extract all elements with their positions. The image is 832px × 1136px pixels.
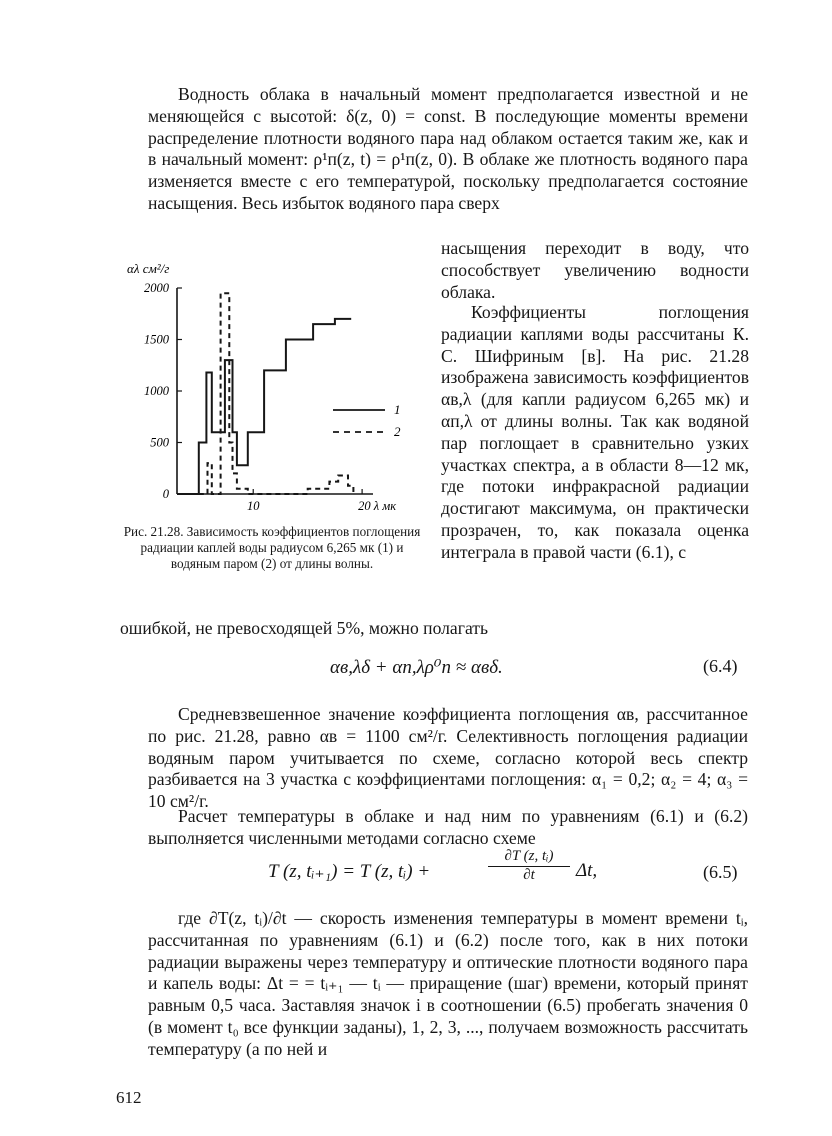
equation-6-4-number: (6.4) bbox=[703, 656, 738, 676]
paragraph-intro-tail: насыщения переходит в воду, что способствует увеличению водности облака. bbox=[441, 238, 749, 302]
fraction-numerator: ∂T (z, tᵢ) bbox=[488, 848, 570, 867]
x-axis-end-label: 20 λ мк bbox=[358, 499, 397, 513]
series-1-line bbox=[177, 319, 351, 494]
paragraph-coefficients: Коэффициенты поглощения радиации каплями воды рассчитаны К. С. Шифриным [в]. На рис. 21.28 изображена зависимость коэффициентов αв,λ (для капли радиусом 6,265 мк) и αп,λ от длины волны. Так как водяной пар поглощает в сравнительно узких участках спектра, а в области 8—12 мк, где потоки инфракрасной радиации достигают максимума, он практически прозрачен, то, как показала оценка интеграла в правой части (6.1), с bbox=[441, 302, 749, 562]
y-tick-label: 500 bbox=[150, 435, 169, 450]
equation-6-5-fraction bbox=[488, 848, 570, 884]
paragraph-weighted: Средневзвешенное значение коэффициента поглощения αв, рассчитанное по рис. 21.28, равно αв = 1100 см²/г. Селективность поглощения радиации водяным паром учитывается по схеме, согласно которой весь спектр разбивается на 3 участка с коэффициентами поглощения: α₁ = 0,2; α₂ = 4; α₃ = 10 см²/г. bbox=[148, 704, 748, 812]
absorption-figure bbox=[115, 258, 425, 518]
fraction-denominator: ∂t bbox=[523, 867, 535, 883]
paragraph-coefficients-end: ошибкой, не превосходящей 5%, можно полагать bbox=[120, 618, 489, 638]
paragraph-calculation: Расчет температуры в облаке и над ним по уравнениям (6.1) и (6.2) выполняется численными методами согласно схеме bbox=[148, 806, 748, 848]
paragraph-intro: Водность облака в начальный момент предполагается известной и не меняющейся с высотой: δ(z, 0) = const. В последующие моменты времени распределение плотности водяного пара над облаком остается таким же, как и в начальный момент: ρ¹п(z, t) = ρ¹п(z, 0). В облаке же плотность водяного пара изменяется вместе с его температурой, поскольку предполагается состояние насыщения. Весь избыток водяного пара сверх bbox=[148, 84, 748, 213]
x-tick-label: 10 bbox=[246, 499, 260, 513]
legend-label-2: 2 bbox=[394, 424, 401, 439]
legend-label-1: 1 bbox=[394, 402, 401, 417]
equation-6-5-rhs: Δt, bbox=[576, 860, 598, 881]
equation-6-4: αв,λδ + αп,λρ⁰п ≈ αвδ. bbox=[330, 657, 503, 678]
y-tick-label: 0 bbox=[162, 487, 169, 501]
y-axis-label: αλ см²/г bbox=[127, 261, 170, 276]
y-tick-label: 1500 bbox=[144, 332, 169, 347]
equation-6-5-lhs: T (z, tᵢ₊₁) = T (z, tᵢ) + bbox=[268, 861, 431, 882]
y-tick-label: 1000 bbox=[144, 384, 169, 398]
equation-6-5-number: (6.5) bbox=[703, 862, 738, 882]
figure-caption: Рис. 21.28. Зависимость коэффициентов поглощения радиации каплей воды радиусом 6,265 мк (1) и водяным паром (2) от длины волны. bbox=[123, 524, 421, 571]
paragraph-explanation: где ∂T(z, tᵢ)/∂t — скорость изменения температуры в момент времени tᵢ, рассчитанная по уравнениям (6.1) и (6.2) после того, как в них потоки радиации выражены через температуру и оптические плотности водяного пара и капель воды: Δt = = tᵢ₊₁ — tᵢ — приращение (шаг) времени, который принят равным 0,5 часа. Заставляя значок i в соотношении (6.5) пробегать значения 0 (в момент t₀ все функции заданы), 1, 2, 3, ..., получаем возможность рассчитать температуру (а по ней и bbox=[148, 908, 748, 1059]
y-tick-label: 2000 bbox=[144, 281, 169, 295]
page-number: 612 bbox=[116, 1088, 142, 1107]
